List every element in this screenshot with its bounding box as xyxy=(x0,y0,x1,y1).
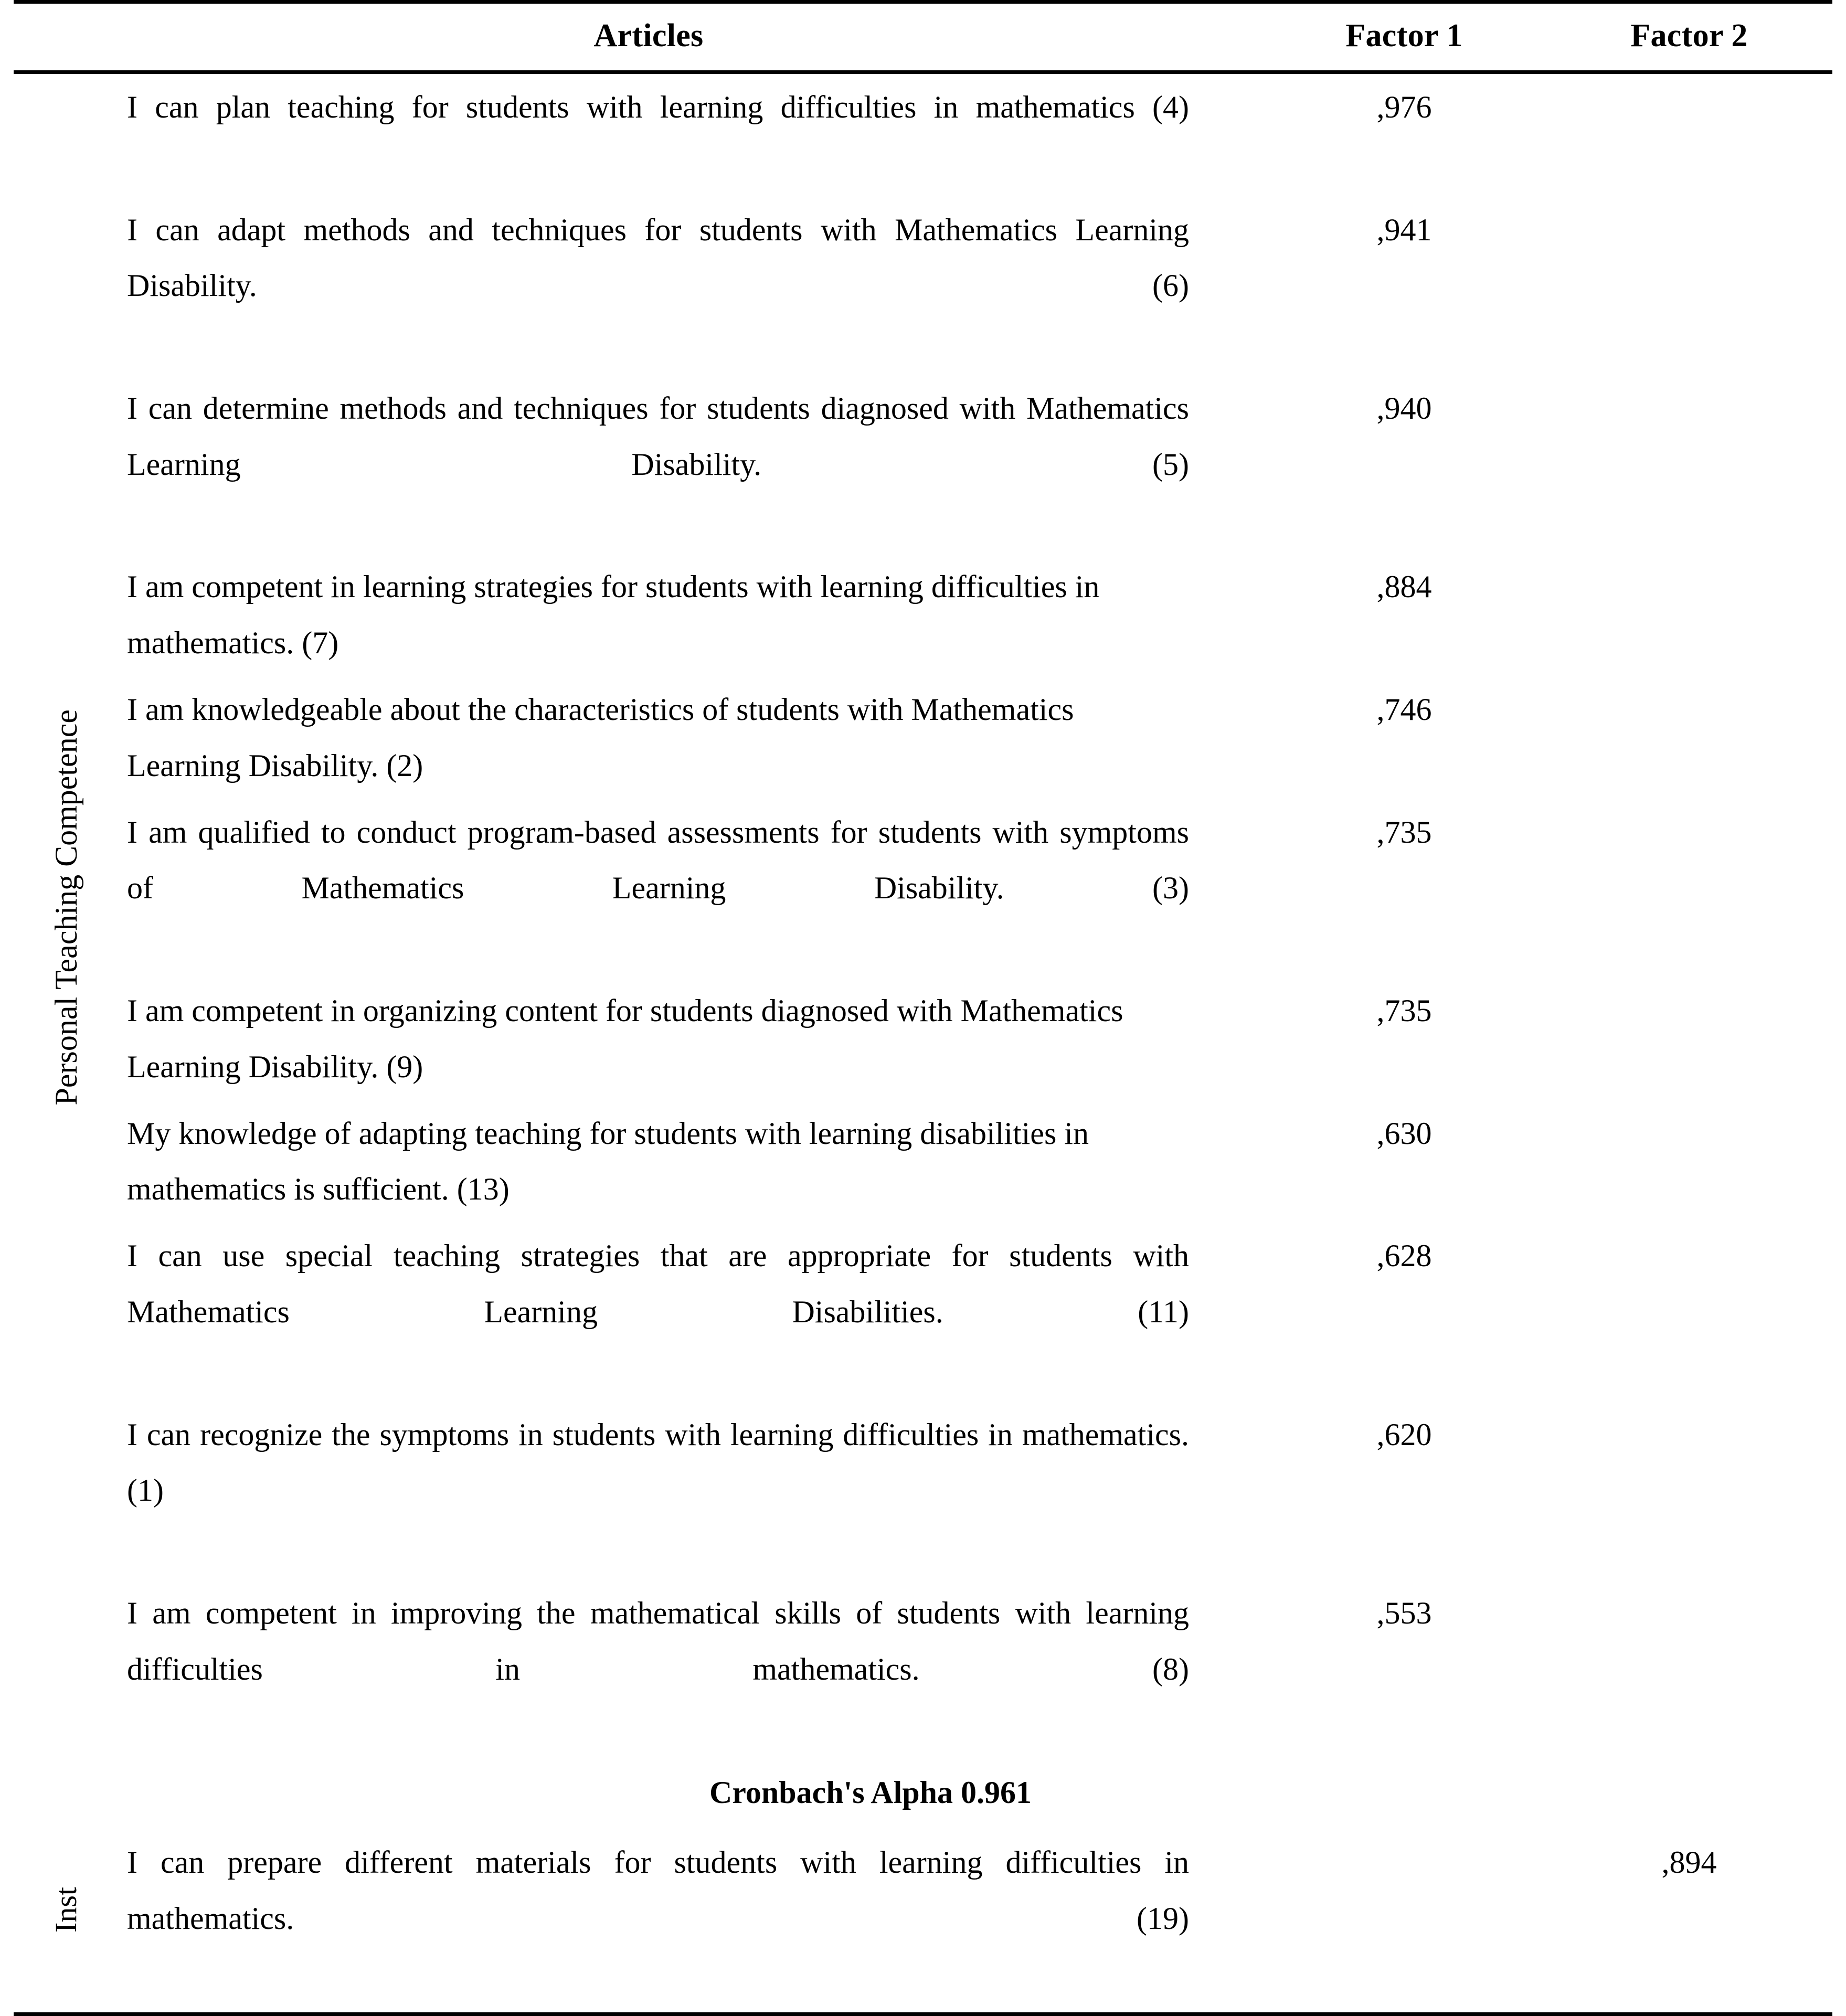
group-label-personal-teaching-competence xyxy=(14,72,119,1759)
factor2-value xyxy=(1546,1580,1832,1758)
factor2-value xyxy=(1546,978,1832,1100)
cronbach-alpha-row xyxy=(14,1758,1832,1829)
table-row xyxy=(14,1829,1832,2008)
factor-analysis-table xyxy=(14,0,1832,2016)
cronbach-alpha-spacer xyxy=(14,1758,119,1829)
table-bottom-rule xyxy=(14,2008,1832,2014)
column-header-factor-2: Factor 2 xyxy=(1630,18,1748,54)
factor2-value xyxy=(1546,375,1832,554)
factor2-value xyxy=(1546,1223,1832,1401)
group-label-text: Inst xyxy=(49,1886,83,1933)
factor2-value xyxy=(1546,676,1832,799)
article-text: I am competent in learning strategies for students with learning difficulties in mathematics. (7) xyxy=(127,569,1100,661)
table-row xyxy=(14,978,1832,1100)
factor1-value: ,735 xyxy=(1376,814,1432,850)
factor2-value xyxy=(1546,72,1832,197)
article-text: I can plan teaching for students with learning difficulties in mathematics (4) xyxy=(127,90,1189,124)
article-text: I can prepare different materials for students with learning difficulties in mathematics. (19) xyxy=(127,1845,1189,1936)
factor2-value xyxy=(1546,1402,1832,1580)
column-header-articles: Articles xyxy=(593,18,704,54)
article-text: I am competent in organizing content for students diagnosed with Mathematics Learning Disability. (9) xyxy=(127,993,1123,1084)
table-row xyxy=(14,554,1832,676)
factor1-value: ,735 xyxy=(1376,993,1432,1028)
article-text: I am competent in improving the mathematical skills of students with learning difficulties in mathematics. (8) xyxy=(127,1595,1189,1686)
factor1-value: ,940 xyxy=(1376,390,1432,426)
factor2-value: ,894 xyxy=(1661,1845,1717,1880)
table-row xyxy=(14,799,1832,978)
table-row xyxy=(14,1402,1832,1580)
article-text: I can determine methods and techniques for students diagnosed with Mathematics Learning Disability. (5) xyxy=(127,390,1189,482)
factor1-value: ,976 xyxy=(1376,90,1432,124)
factor1-value xyxy=(1263,1829,1546,2008)
table-row xyxy=(14,1223,1832,1401)
article-text: I can adapt methods and techniques for students with Mathematics Learning Disability. (6) xyxy=(127,212,1189,303)
table-row xyxy=(14,1580,1832,1758)
cronbach-alpha-cell xyxy=(119,1758,1832,1829)
column-header-group xyxy=(14,2,119,72)
factor2-value xyxy=(1546,197,1832,375)
factor1-value: ,553 xyxy=(1376,1595,1432,1630)
article-text: I can recognize the symptoms in students with learning difficulties in mathematics. (1) xyxy=(127,1417,1189,1508)
article-text: I am qualified to conduct program-based assessments for students with symptoms of Mathematics Learning Disability. (3) xyxy=(127,814,1189,906)
article-text: I am knowledgeable about the characteristics of students with Mathematics Learning Disability. (2) xyxy=(127,692,1074,783)
factor1-value: ,628 xyxy=(1376,1238,1432,1274)
factor2-value xyxy=(1546,554,1832,676)
table-header xyxy=(14,2,1832,72)
group-label-text: Personal Teaching Competence xyxy=(49,709,83,1106)
group-label-inst xyxy=(14,1829,119,2008)
bottom-rule-cell xyxy=(1263,2008,1546,2014)
bottom-rule-cell xyxy=(14,2008,119,2014)
table-row xyxy=(14,72,1832,197)
column-header-factor-1: Factor 1 xyxy=(1345,18,1463,54)
table-header-row xyxy=(14,2,1832,72)
factor1-value: ,630 xyxy=(1376,1116,1432,1151)
article-text: I can use special teaching strategies that are appropriate for students with Mathematics Learning Disabilities. (11) xyxy=(127,1238,1189,1329)
bottom-rule-cell xyxy=(1546,2008,1832,2014)
factor1-value: ,941 xyxy=(1376,212,1432,247)
bottom-rule-cell xyxy=(119,2008,1263,2014)
factor1-value: ,746 xyxy=(1376,692,1432,727)
table-body xyxy=(14,72,1832,2014)
factor1-value: ,884 xyxy=(1376,569,1432,604)
article-text: My knowledge of adapting teaching for students with learning disabilities in mathematics is sufficient. (13) xyxy=(127,1116,1089,1207)
factor1-value: ,620 xyxy=(1376,1417,1432,1452)
factor2-value xyxy=(1546,1100,1832,1223)
factor2-value xyxy=(1546,799,1832,978)
table-row xyxy=(14,197,1832,375)
cronbach-alpha-text: Cronbach's Alpha 0.961 xyxy=(709,1775,1032,1810)
table-row xyxy=(14,375,1832,554)
table-row xyxy=(14,676,1832,799)
table-row xyxy=(14,1100,1832,1223)
